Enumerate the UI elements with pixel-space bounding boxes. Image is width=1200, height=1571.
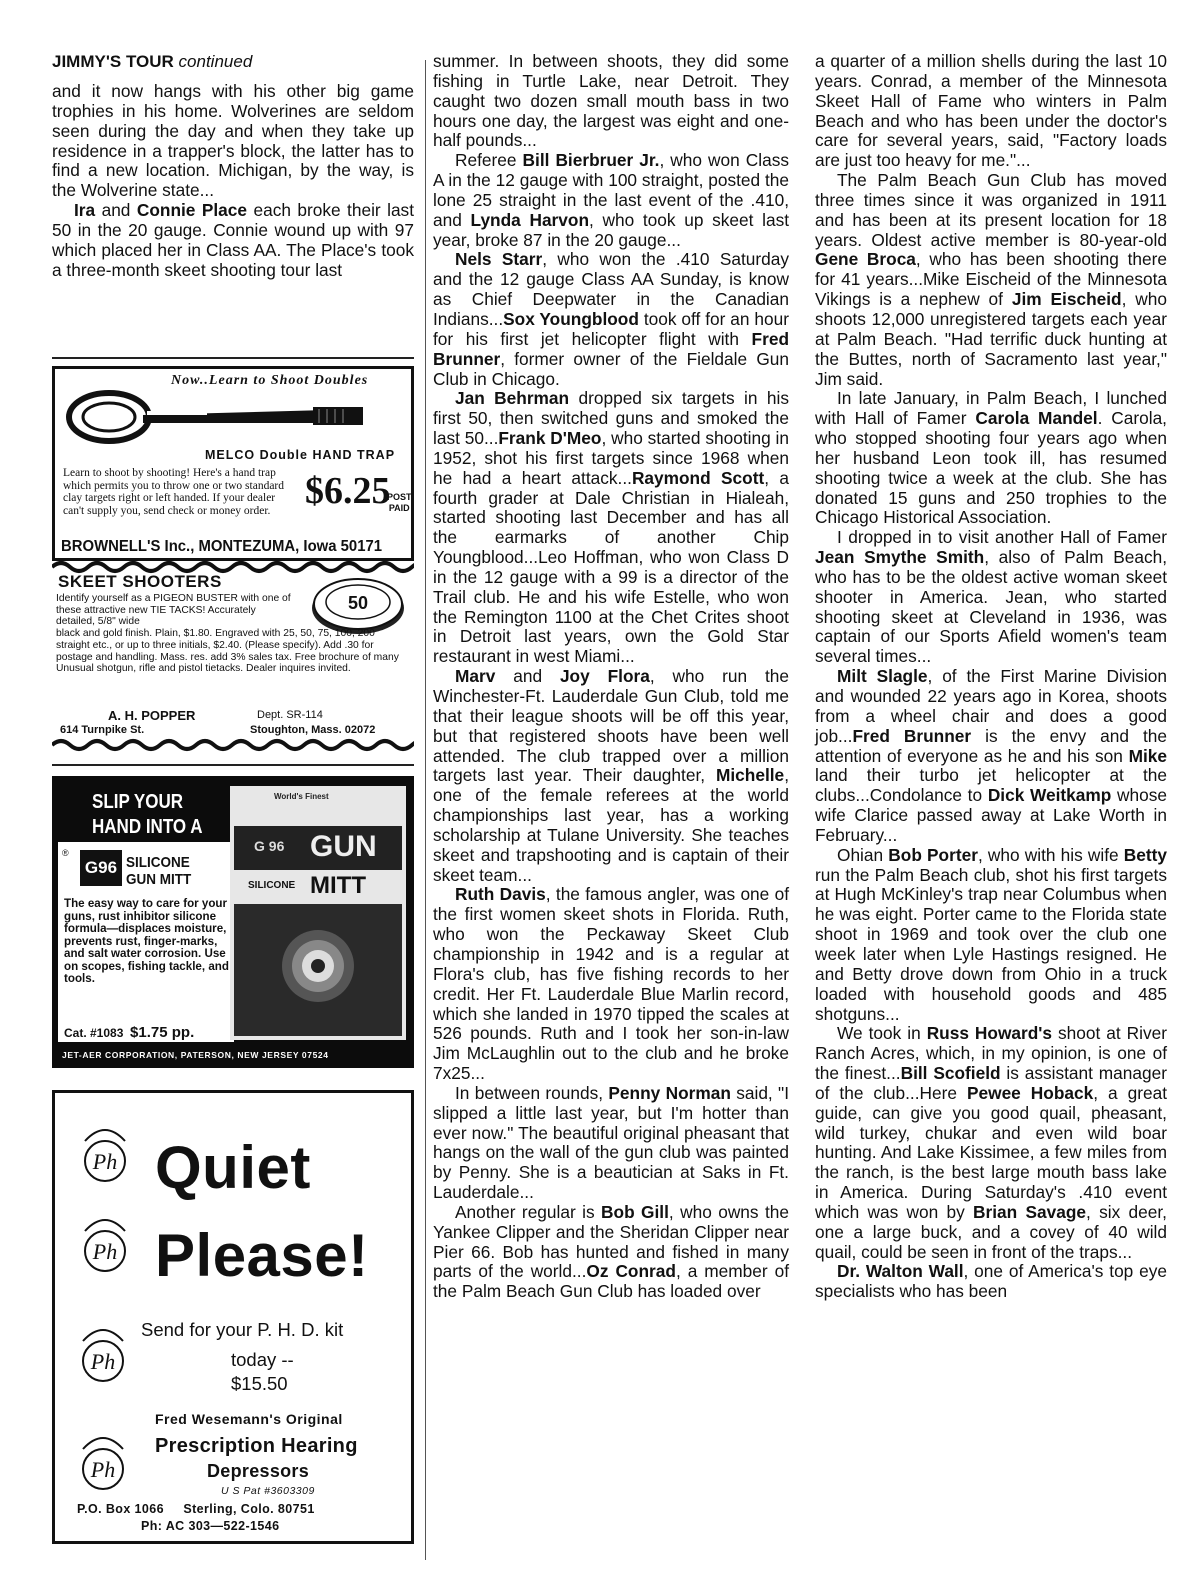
melco-tagline: Now..Learn to Shoot Doubles	[171, 373, 369, 388]
paragraph: summer. In between shoots, they did some fishing in Turtle Lake, near Detroit. They caught two dozen small mouth bass in two hours one day, the largest was eight and one-half pounds...	[433, 51, 789, 151]
gun-mitt-corporation: JET-AER CORPORATION, PATERSON, NEW JERSEY 07524	[62, 1050, 329, 1060]
popper-city: Stoughton, Mass. 02072	[250, 724, 376, 736]
gun-mitt-product-name: SILICONE GUN MITT	[126, 854, 192, 888]
melco-description: Learn to shoot by shooting! Here's a hand trap which permits you to throw one or two standard clay targets right or left handed. If your dealer can't supply you, send check or money order.	[63, 467, 285, 517]
paragraph: Ohian Bob Porter, who with his wife Betty run the Palm Beach club, shot his first targets at Hugh McKinley's trap near Columbus when he was eight. Porter came to the Florida state shoot in 1969 and took over the club one week later when Lyle Hastings resigned. He and Betty drove down from Ohio in a truck loaded with household goods and 485 shotguns...	[815, 844, 1167, 1024]
melco-price: $6.25	[305, 470, 391, 512]
column-1	[52, 52, 414, 280]
gun-mitt-package	[230, 786, 406, 1040]
phd-monogram-icon	[75, 1119, 135, 1189]
heading-continued: continued	[178, 52, 253, 71]
phd-monogram-icon	[75, 1427, 131, 1497]
target-icon	[278, 926, 358, 1006]
paragraph: Milt Slagle, of the First Marine Division and wounded 22 years ago in Korea, shoots from a wheel chair and does a good job...Fred Brunner is the envy and the attention of everyone as he and his son Mike land their turbo jet helicopter at the clubs...Condolance to Dick Weitkamp whose wife Clarice passed away at Lake Worth in February...	[815, 666, 1168, 845]
phd-monogram-icon	[75, 1209, 135, 1279]
wave-border-bottom	[52, 738, 414, 752]
gun-mitt-info-box	[58, 842, 234, 1042]
quiet-fred: Fred Wesemann's Original	[155, 1411, 343, 1427]
paragraph: Referee Bill Bierbruer Jr., who won Class A in the 12 gauge with 100 straight, posted the lone 25 straight in the last event of the .410, and Lynda Harvon, who took up skeet last year, broke 87 in the 20 gauge...	[433, 150, 790, 250]
paragraph: and it now hangs with his other big game trophies in his home. Wolverines are seldom seen during the day and when they take up residence in a trapper's block, the latter has to find a new location. Michigan, by the way, is the Wolverine state...	[52, 81, 414, 201]
heading-title: JIMMY'S TOUR	[52, 52, 174, 71]
paragraph: Ira and Connie Place each broke their last 50 in the 20 gauge. Connie wound up with 97 which placed her in Class AA. The Place's took a three-month skeet shooting tour last	[52, 200, 415, 280]
quiet-phone: Ph: AC 303—522-1546	[141, 1519, 280, 1533]
gun-mitt-ad	[52, 776, 414, 1068]
package-mitt: MITT	[310, 872, 366, 899]
g96-logo: G96	[80, 850, 122, 886]
paragraph: In late January, in Palm Beach, I lunched with Hall of Famer Carola Mandel. Carola, who stopped shooting four years ago when her husband Leon took ill, has resumed shooting twice a week at the club. She has donated 15 guns and 250 trophies to the Chicago Historical Association.	[815, 388, 1167, 528]
quiet-line1: Quiet	[155, 1134, 311, 1201]
popper-street: 614 Turnpike St.	[60, 724, 145, 736]
melco-product: MELCO Double HAND TRAP	[205, 448, 396, 462]
quiet-today: today --	[231, 1349, 294, 1370]
section-heading	[52, 52, 414, 72]
paragraph: Marv and Joy Flora, who run the Winchester-Ft. Lauderdale Gun Club, told me that their league shoots will be off this year, but that registered shoots have been well attended. The club trapped over a million targets last year. Their daughter, Michelle, one of the female referees at the world championships last year, has a working scholarship at Tulane University. She teaches skeet and trapshooting and is captain of their skeet team...	[433, 666, 789, 885]
phd-monogram-icon	[75, 1319, 131, 1389]
column-3	[815, 52, 1167, 1302]
coin-label: 50	[347, 593, 369, 613]
paragraph: In between rounds, Penny Norman said, "I slipped a little last year, but I'm hotter than ever now." The beautiful original pheasant that hangs on the wall of the gun club was painted by Penny. She is a beautician at Saks in Ft. Lauderdale...	[433, 1082, 789, 1203]
paragraph: The Palm Beach Gun Club has moved three times since it was organized in 1911 and has been at its present location for 18 years. Oldest active member is 80-year-old Gene Broca, who has been shooting there for 41 years...Mike Eischeid of the Minnesota Vikings is a nephew of Jim Eischeid, who shoots 12,000 unregistered targets each year at Palm Beach. "Had terrific duck hunting at the Buttes, north of Sacramento last year," Jim said.	[815, 170, 1167, 389]
package-brand: World's Finest	[274, 792, 329, 801]
gun-mitt-headline: SLIP YOUR HAND INTO A	[92, 791, 203, 838]
quiet-send: Send for your P. H. D. kit	[141, 1319, 344, 1340]
quiet-line2: Please!	[155, 1222, 369, 1289]
paragraph: Another regular is Bob Gill, who owns the Yankee Clipper and the Sheridan Clipper near Pier 66. Bob has hunted and fished in many parts of the world...Oz Conrad, a member of the Palm Beach Gun Club has loaded over	[433, 1201, 790, 1302]
paragraph: I dropped in to visit another Hall of Famer Jean Smythe Smith, also of Palm Beach, who has to be the oldest active woman skeet shooter in America. Jean, who started shooting skeet at Cleveland in 1936, was captain of our Sports Afield women's team several times...	[815, 527, 1168, 667]
melco-postpaid: POST PAID	[387, 492, 412, 513]
quiet-patent: U S Pat #3603309	[221, 1485, 315, 1497]
popper-ad	[52, 560, 414, 758]
paragraph: a quarter of a million shells during the last 10 years. Conrad, a member of the Minnesota Skeet Hall of Fame who winters in Palm Beach and who has been under the doctor's care for several years, said, "Factory loads are just too heavy for me."...	[815, 51, 1167, 171]
svg-text:Ph: Ph	[92, 1239, 118, 1264]
svg-text:Ph: Ph	[92, 1149, 118, 1174]
melco-ad	[52, 366, 414, 561]
gun-mitt-catalog: Cat. #1083 $1.75 pp.	[64, 1024, 195, 1041]
melco-company: BROWNELL'S Inc., MONTEZUMA, Iowa 50171	[61, 538, 383, 555]
popper-name: A. H. POPPER	[108, 708, 196, 723]
column-1-text	[52, 82, 414, 280]
hand-trap-icon	[63, 379, 363, 449]
quiet-prescription: Prescription Hearing	[155, 1435, 358, 1457]
paragraph: Nels Starr, who won the .410 Saturday and the 12 gauge Class AA Sunday, is know as Chief Deepwater in the Canadian Indians...Sox Youngblood took off for an hour for his first jet helicopter flight with Fred Brunner, former owner of the Fieldale Gun Club in Chicago.	[433, 249, 789, 389]
quiet-amount: $15.50	[231, 1373, 288, 1394]
quiet-depressors: Depressors	[207, 1461, 310, 1481]
gun-mitt-description: The easy way to care for your guns, rust inhibitor silicone formula—displaces moisture, prevents rust, finger-marks, and salt water corrosion. Use on scopes, fishing tackle, and tools.	[64, 897, 229, 985]
package-g96: G 96	[254, 838, 285, 854]
svg-text:Ph: Ph	[90, 1349, 116, 1374]
popper-title: SKEET SHOOTERS	[58, 572, 222, 591]
divider-rule	[52, 357, 414, 359]
popper-dept: Dept. SR-114	[257, 709, 323, 721]
paragraph: Jan Behrman dropped six targets in his first 50, then switched guns and smoked the last 50...Frank D'Meo, who started shooting in 1952, shot his first targets since 1968 when he had a heart attack...Raymond Scott, a fourth grader at Dale Christian in Hialeah, started shooting last December and has all the earmarks of another Chip Youngblood...Leo Hoffman, who won Class D in the 12 gauge with a 99 is a director of the Trail club. He and his wife Estelle, who won the Remington 1100 at the Chet Crites shoot in Detroit last years, own the Gold Star restaurant in west Miami...	[433, 388, 789, 667]
quiet-please-ad	[52, 1090, 414, 1544]
popper-description: Identify yourself as a PIGEON BUSTER with one of these attractive new TIE TACKS! Accurately detailed, 5/8" wide black and gold finish. Plain, $1.80. Engraved with 25, 50, 75, 100, 200 straight etc., or up to three initials, $2.40. (Please specify). Add .30 for postage and handling. Mass. res. add 3% sales tax. Free brochure of many Unusual shotgun, rifle and pistol tietacks. Dealer inquires invited.	[56, 593, 399, 675]
registered-mark: ®	[62, 848, 69, 858]
package-silicone: SILICONE	[248, 880, 296, 891]
column-divider	[425, 60, 426, 1560]
paragraph: Dr. Walton Wall, one of America's top eye specialists who has been	[815, 1261, 1167, 1302]
paragraph: Ruth Davis, the famous angler, was one of the first women skeet shots in Florida. Ruth, who won the Peckaway Skeet Club championship in 1942 and is a regular at Flora's club, has five fishing records to her credit. Her Ft. Lauderdale Blue Marlin record, which she landed in 1970 tipped the scales at 526 pounds. Ruth and I took her son-in-law Jim McLaughlin out to the club and he broke 7x25...	[433, 884, 789, 1084]
svg-text:Ph: Ph	[90, 1457, 116, 1482]
column-2	[433, 52, 789, 1302]
paragraph: We took in Russ Howard's shoot at River Ranch Acres, which, in my opinion, is one of the finest...Bill Scofield is assistant manager of the club...Here Pewee Hoback, a great guide, can give you good quail, pheasant, wild turkey, chukar and even wild boar hunting. And Lake Kissimee, a few miles from the ranch, is the best large mouth bass lake in America. During Saturday's .410 event which was won by Brian Savage, six deer, one a large buck, and a covey of 40 wild quail, could be seen in front of the traps...	[815, 1023, 1168, 1262]
package-gun: GUN	[310, 830, 377, 863]
divider-rule	[52, 764, 414, 766]
quiet-address: P.O. Box 1066 Sterling, Colo. 80751	[77, 1502, 315, 1516]
